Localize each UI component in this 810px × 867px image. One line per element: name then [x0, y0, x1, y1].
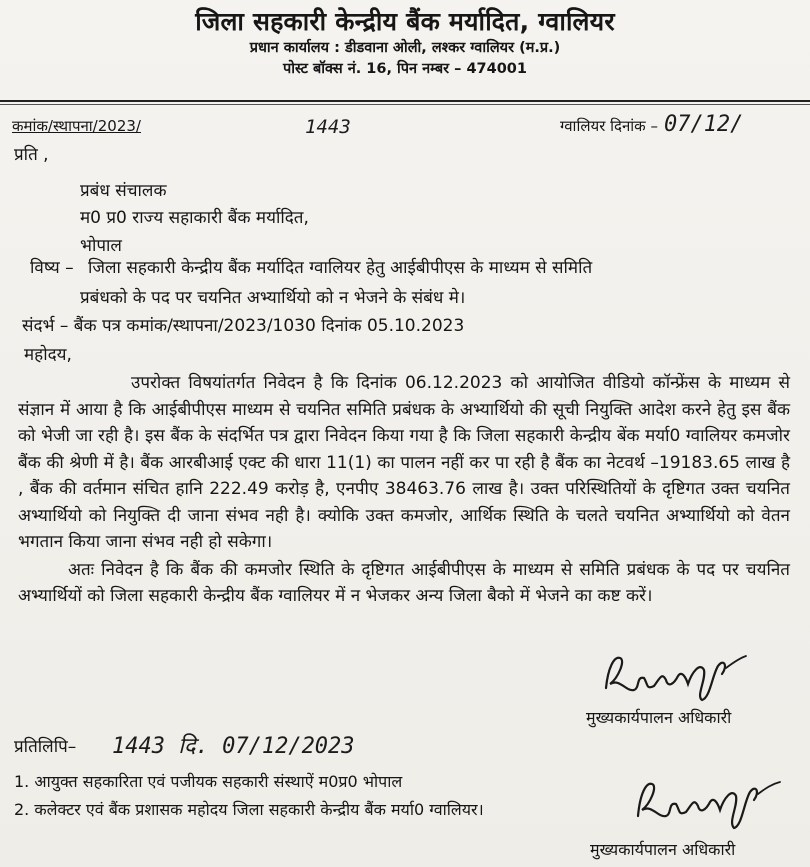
- org-postbox: पोस्ट बॉक्स नं. 16, पिन नम्बर – 474001: [283, 61, 527, 77]
- signatory-title: मुख्यकार्यपालन अधिकारी: [590, 840, 736, 859]
- signature-icon: [630, 772, 805, 836]
- letterhead-rule-thin: [0, 104, 810, 105]
- handwritten-copy-ref: 1443 दि. 07/12/2023: [112, 734, 355, 759]
- addressee-line: म0 प्र0 राज्य सहाकारी बैंक मर्यादित,: [80, 208, 309, 228]
- date-line: [560, 112, 743, 137]
- addressee-line: भोपाल: [80, 236, 122, 256]
- body-paragraph: उपरोक्त विषयांतर्गत निवेदन है कि दिनांक 06.12.2023 को आयोजित वीडियो कॉन्फ्रेंस के माध्यम से संज्ञान में आया है कि आईबीपीएस माध्यम से चयनित समिति प्रबंधक के अभ्यार्थियो की सूची नियुक्ति आदेश करने हेतु इस बैंक को भेजी जा रही है। इस बैंक के संदर्भित पत्र द्वारा निवेदन किया गया है कि जिला सहकारी केन्द्रीय बेंक मर्या0 ग्वालियर कमजोर बैंक की श्रेणी में है। बैंक आरबीआई एक्ट की धारा 11(1) का पालन नहीं कर पा रही है बैंक का नेटवर्थ –19183.65 लाख है , बैंक की वर्तमान संचित हानि 222.49 करोड़ है, एनपीए 38463.76 लाख है। उक्त परिस्थितियों के दृष्टिगत उक्त चयनित अभ्यार्थियो को नियुक्ति दी जाना संभव नही है। क्योकि उक्त कमजोर, आर्थिक स्थिति के चलते चयनित अभ्यार्थियो को वेतन भगतान किया जाना संभव नही हो सकेगा।: [18, 373, 790, 552]
- letter-body: [18, 370, 790, 610]
- letterhead-rule: [0, 100, 810, 102]
- to-label: प्रति ,: [14, 145, 49, 165]
- salutation: महोदय,: [24, 345, 72, 365]
- subject-label: विष्य –: [30, 258, 74, 278]
- org-name: जिला सहकारी केन्द्रीय बैंक मर्यादित, ग्वालियर: [195, 7, 615, 36]
- copy-recipient: 2. कलेक्टर एवं बैंक प्रशासक महोदय जिला सहकारी केन्द्रीय बैंक मर्या0 ग्वालियर।: [14, 800, 484, 819]
- date-label: ग्वालियर दिनांक –: [560, 117, 658, 135]
- subject-line: जिला सहकारी केन्द्रीय बैंक मर्यादित ग्वालियर हेतु आईबीपीएस के माध्यम से समिति: [88, 258, 593, 278]
- body-paragraph: अतः निवेदन है कि बैंक की कमजोर स्थिति के दृष्टिगत आईबीपीएस के माध्यम से समिति प्रबंधक के पद पर चयनित अभ्यार्थियों को जिला सहकारी केन्द्रीय बैंक ग्वालियर में न भेजकर अन्य जिला बैको में भेजने का कष्ट करें।: [18, 559, 790, 606]
- handwritten-date: 07/12/: [663, 112, 744, 137]
- copy-recipient: 1. आयुक्त सहकारिता एवं पजीयक सहकारी संस्थाऐं म0प्र0 भोपाल: [14, 772, 403, 791]
- org-address: प्रधान कार्यालय : डीडवाना ओली, लश्कर ग्वालियर (म.प्र.): [249, 40, 561, 56]
- reference-line: संदर्भ – बैंक पत्र कमांक/स्थापना/2023/1030 दिनांक 05.10.2023: [22, 316, 465, 336]
- handwritten-dispatch-number: 1443: [305, 116, 351, 138]
- reference-number: कमांक/स्थापना/2023/: [12, 117, 141, 135]
- addressee-line: प्रबंध संचालक: [80, 181, 167, 201]
- subject-line: प्रबंधको के पद पर चयनित अभ्यार्थियो को न भेजने के संबंध मे।: [80, 288, 466, 308]
- letterhead: [0, 6, 810, 80]
- copy-label: प्रतिलिपि–: [14, 737, 77, 757]
- signature-icon: [600, 648, 780, 708]
- subject: [30, 253, 785, 313]
- signatory-title: मुख्यकार्यपालन अधिकारी: [586, 708, 732, 727]
